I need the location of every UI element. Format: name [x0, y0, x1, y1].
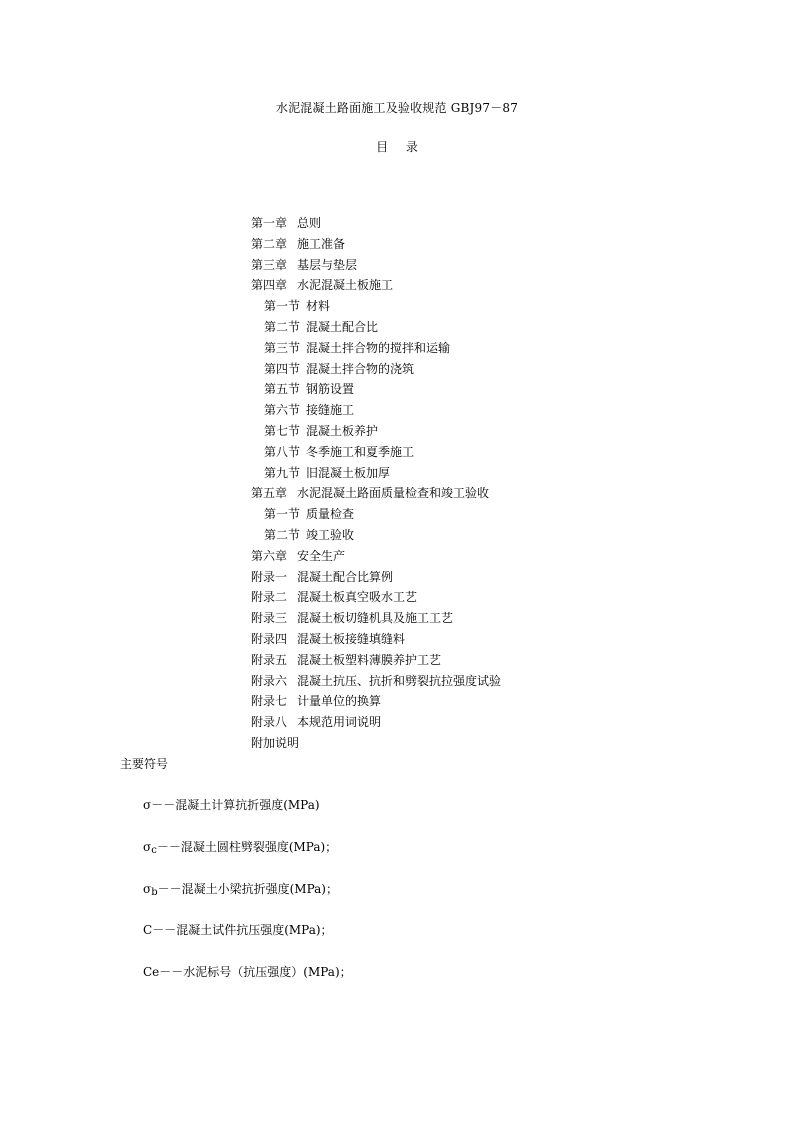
toc-item-number: 第一节	[264, 507, 301, 522]
toc-subitem[interactable]	[251, 463, 501, 484]
toc-item-number: 第六节	[264, 403, 301, 418]
symbol-glyph: σ	[143, 881, 152, 896]
toc-item-number: 第九节	[264, 465, 301, 480]
toc-item-title: 材料	[306, 299, 331, 314]
symbol-subscript: c	[151, 844, 157, 856]
toc-item-title: 接缝施工	[306, 403, 355, 418]
toc-subitem[interactable]	[251, 379, 501, 400]
toc-item-number: 附录八	[251, 715, 288, 730]
toc-item[interactable]	[251, 629, 501, 650]
toc-item-title: 施工准备	[297, 236, 346, 251]
toc-item-number: 第五节	[264, 382, 301, 397]
symbol-item	[143, 795, 352, 837]
toc-subitem[interactable]	[251, 442, 501, 463]
toc-item-title: 冬季施工和夏季施工	[306, 444, 415, 459]
table-of-contents	[251, 213, 501, 754]
toc-item[interactable]	[251, 213, 501, 234]
toc-item[interactable]	[251, 691, 501, 712]
toc-item-title: 混凝土拌合物的浇筑	[306, 361, 415, 376]
toc-item-number: 附录五	[251, 652, 288, 667]
toc-item-title: 混凝土抗压、抗折和劈裂抗拉强度试验	[297, 673, 502, 688]
symbol-glyph: Ce	[143, 965, 160, 980]
toc-subitem[interactable]	[251, 359, 501, 380]
document-title: 水泥混凝土路面施工及验收规范 GBJ97－87	[275, 101, 519, 115]
toc-item-number: 附录七	[251, 694, 288, 709]
toc-heading: 目 录	[376, 140, 418, 154]
toc-item-title: 混凝土拌合物的搅拌和运输	[306, 340, 451, 355]
toc-subitem[interactable]	[251, 400, 501, 421]
symbols-heading: 主要符号	[120, 757, 169, 771]
toc-item-title: 混凝土板塑料薄膜养护工艺	[297, 652, 442, 667]
toc-item-number: 第四节	[264, 361, 301, 376]
toc-item-title: 钢筋设置	[306, 382, 355, 397]
toc-item-number: 附录四	[251, 631, 288, 646]
symbol-glyph: σ	[143, 839, 152, 854]
toc-item-title: 计量单位的换算	[297, 694, 382, 709]
toc-item[interactable]	[251, 275, 501, 296]
toc-subitem[interactable]	[251, 296, 501, 317]
toc-item-title: 混凝土板接缝填缝料	[297, 631, 406, 646]
symbols-list	[143, 795, 352, 1004]
toc-item[interactable]	[251, 546, 501, 567]
toc-item[interactable]	[251, 650, 501, 671]
symbol-description: －－水泥标号（抗压强度）(MPa)；	[159, 965, 352, 980]
toc-item-number: 第八节	[264, 444, 301, 459]
symbol-item	[143, 837, 352, 879]
symbol-description: －－混凝土计算抗折强度(MPa)	[151, 798, 320, 812]
toc-item-title: 竣工验收	[306, 527, 355, 542]
toc-item[interactable]	[251, 255, 501, 276]
toc-item-title: 水泥混凝土板施工	[297, 278, 394, 293]
toc-item-number: 第二章	[251, 236, 288, 251]
toc-item-number: 第二节	[264, 527, 301, 542]
toc-item-number: 第一章	[251, 216, 288, 230]
toc-subitem[interactable]	[251, 421, 501, 442]
symbol-subscript: b	[151, 886, 158, 898]
toc-item-number: 附加说明	[251, 735, 300, 750]
toc-item-title: 混凝土板养护	[306, 423, 379, 438]
toc-subitem[interactable]	[251, 338, 501, 359]
toc-item-number: 附录一	[251, 569, 288, 584]
toc-item-number: 附录二	[251, 590, 288, 605]
toc-item[interactable]	[251, 712, 501, 733]
toc-item-number: 第三节	[264, 340, 301, 355]
toc-item-title: 混凝土板切缝机具及施工工艺	[297, 611, 454, 626]
symbol-glyph: C	[143, 923, 153, 938]
toc-subitem[interactable]	[251, 504, 501, 525]
toc-item-number: 第三章	[251, 257, 288, 272]
toc-item-title: 混凝土配合比算例	[297, 569, 394, 584]
toc-item-number: 第五章	[251, 486, 288, 501]
toc-item[interactable]	[251, 567, 501, 588]
toc-item-number: 第一节	[264, 299, 301, 314]
toc-item-number: 第四章	[251, 278, 288, 293]
symbol-description: －－混凝土试件抗压强度(MPa)；	[152, 923, 333, 938]
symbol-glyph: σ	[143, 798, 152, 812]
toc-item-number: 第二节	[264, 319, 301, 334]
toc-item-title: 安全生产	[297, 548, 346, 563]
toc-item[interactable]	[251, 483, 501, 504]
toc-item-title: 混凝土板真空吸水工艺	[297, 590, 418, 605]
symbol-description: －－混凝土圆柱劈裂强度(MPa)；	[156, 839, 338, 854]
toc-item-number: 第七节	[264, 423, 301, 438]
toc-item-number: 附录三	[251, 611, 288, 626]
toc-item[interactable]	[251, 608, 501, 629]
toc-item-title: 混凝土配合比	[306, 319, 379, 334]
toc-subitem[interactable]	[251, 317, 501, 338]
toc-item-title: 本规范用词说明	[297, 715, 382, 730]
toc-item[interactable]	[251, 671, 501, 692]
toc-item-title: 旧混凝土板加厚	[306, 465, 391, 480]
symbol-item	[143, 920, 352, 962]
toc-item-title: 总则	[297, 216, 322, 230]
toc-item-title: 基层与垫层	[297, 257, 358, 272]
toc-item[interactable]	[251, 234, 501, 255]
symbol-description: －－混凝土小梁抗折强度(MPa)；	[157, 881, 338, 896]
symbol-item	[143, 962, 352, 1004]
toc-item-title: 质量检查	[306, 507, 355, 522]
toc-item[interactable]	[251, 733, 501, 754]
symbol-item	[143, 879, 352, 921]
toc-item[interactable]	[251, 587, 501, 608]
toc-subitem[interactable]	[251, 525, 501, 546]
toc-item-number: 第六章	[251, 548, 288, 563]
toc-item-title: 水泥混凝土路面质量检查和竣工验收	[297, 486, 490, 501]
toc-item-number: 附录六	[251, 673, 288, 688]
